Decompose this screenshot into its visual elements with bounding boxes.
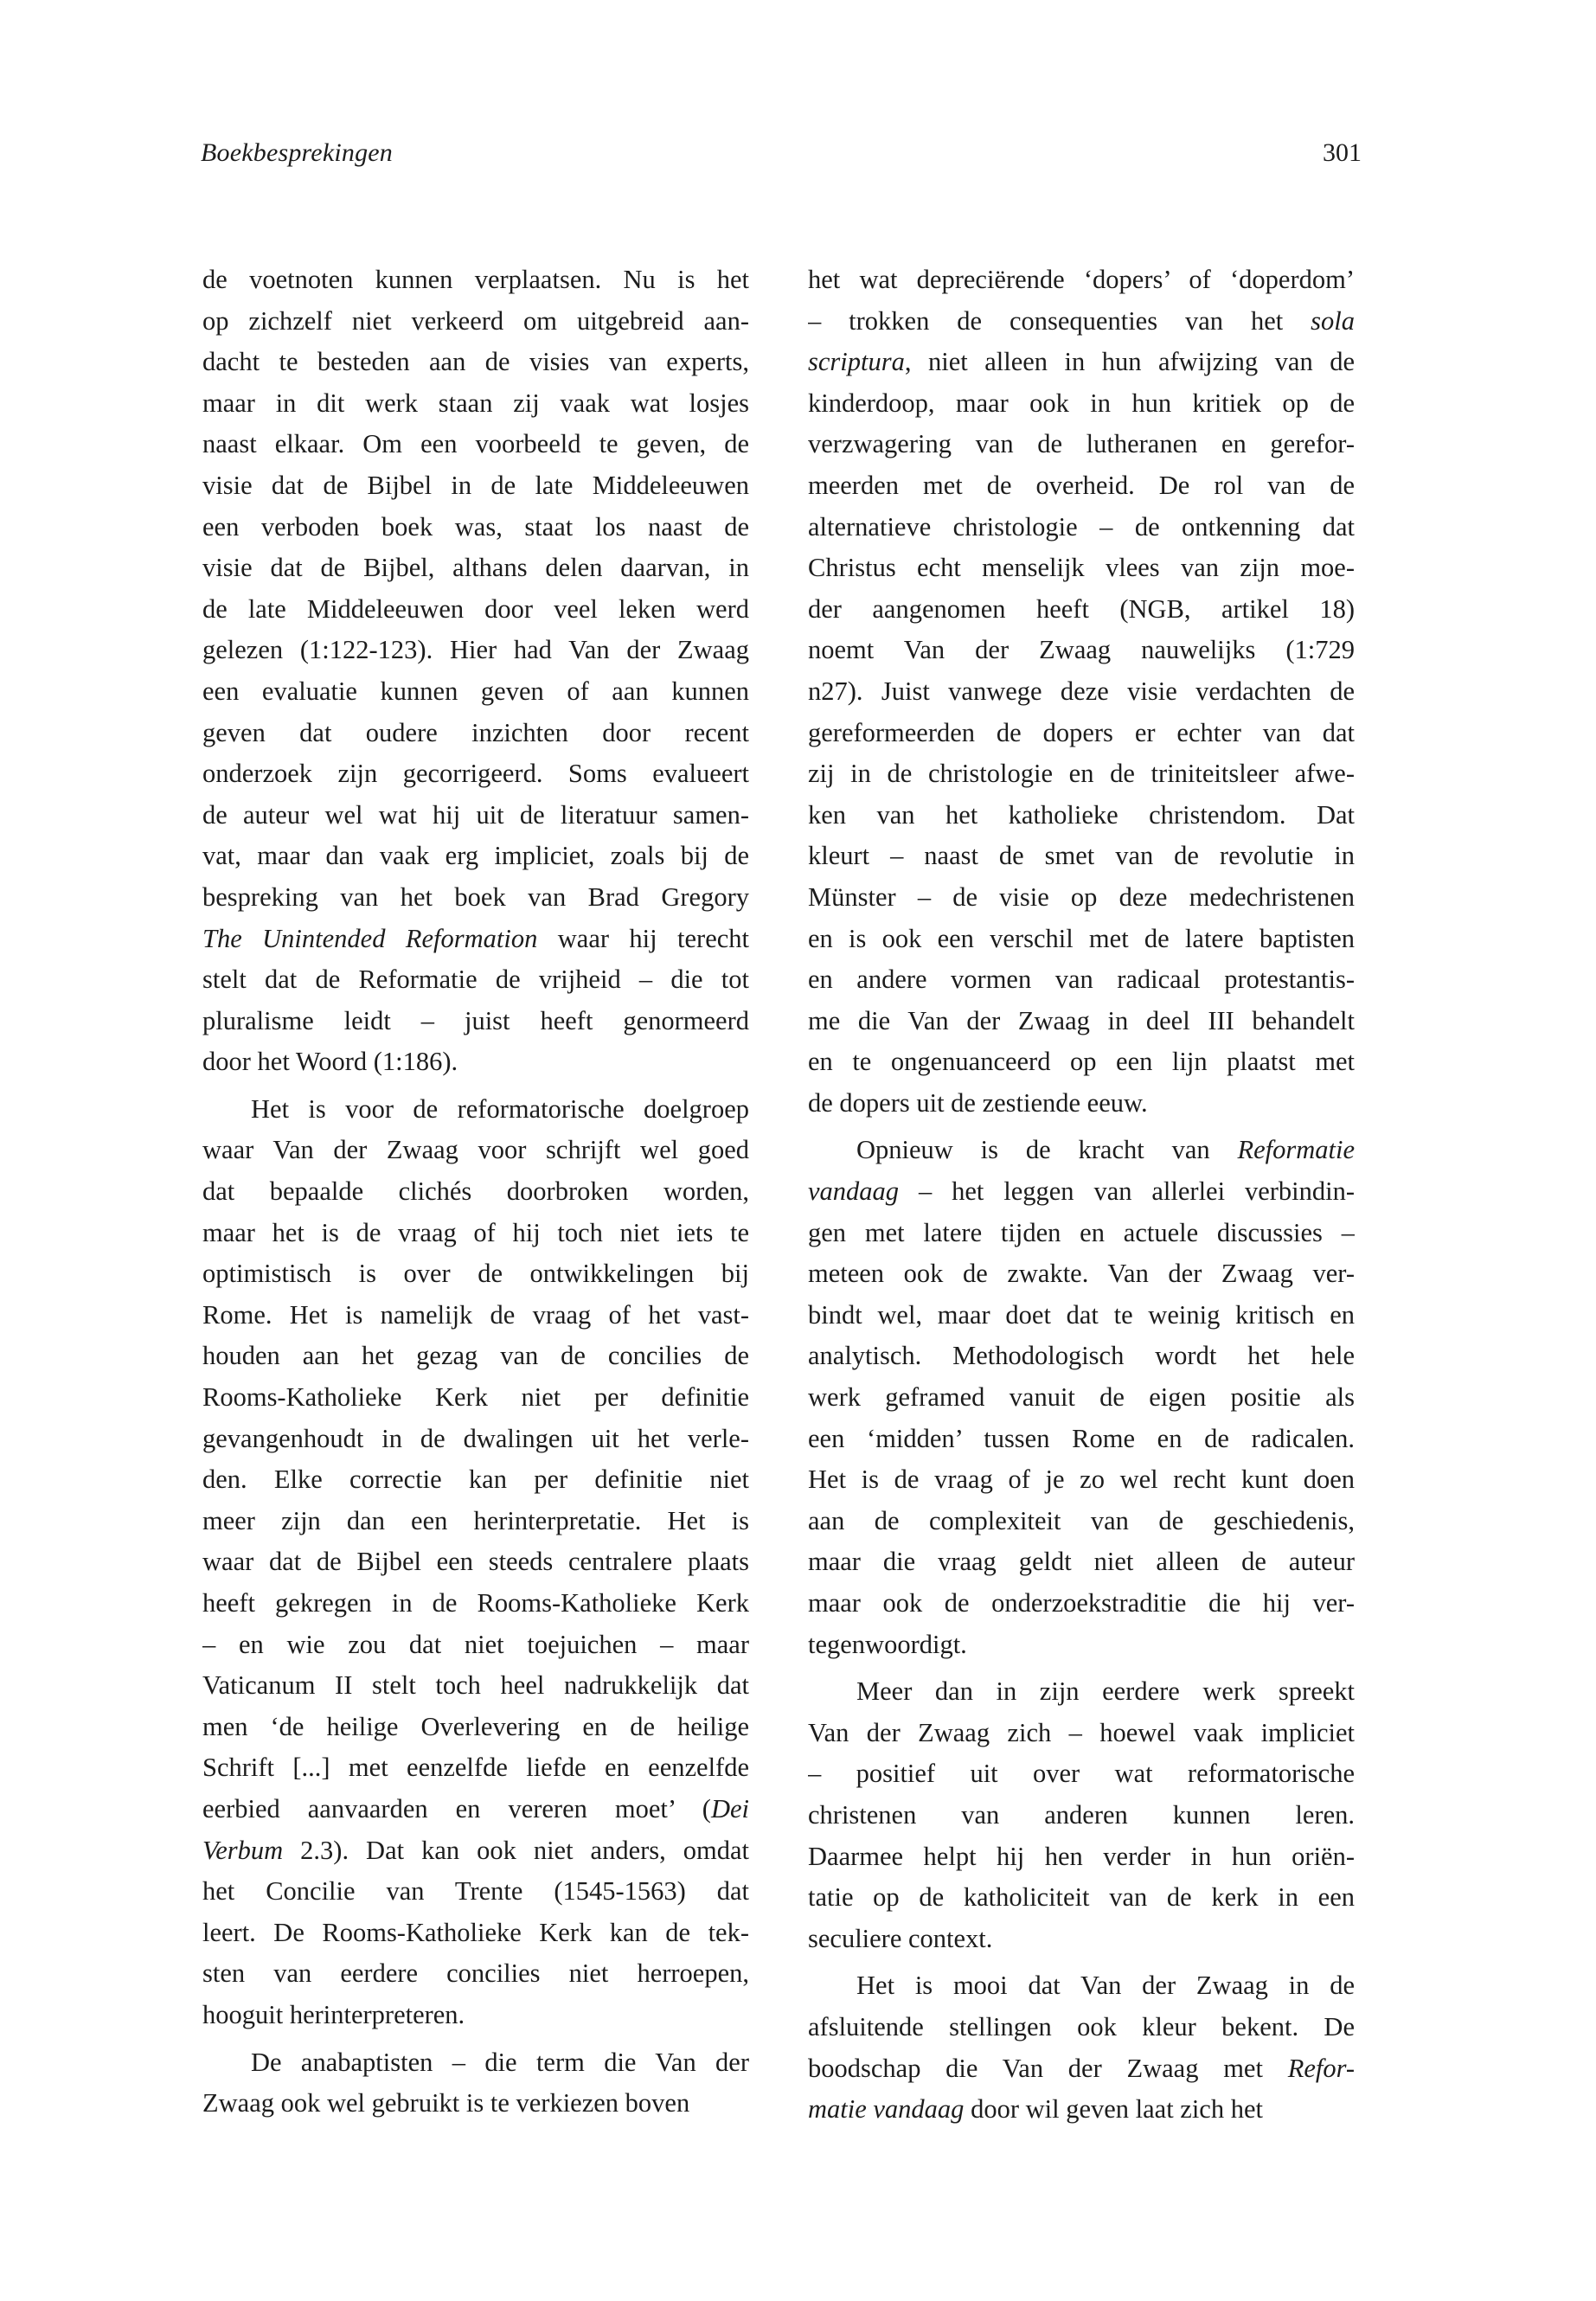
text-line	[202, 1665, 749, 1707]
text-run: afsluitende stellingen ook kleur bekent. De	[808, 2011, 1355, 2041]
text-run: visie dat de Bijbel in de late Middeleeuwen	[202, 470, 749, 500]
italic-text: vandaag	[808, 1176, 900, 1207]
text-line	[202, 1042, 749, 1083]
text-line	[808, 1541, 1355, 1583]
text-run: Het is de vraag of je zo wel recht kunt doen	[808, 1465, 1355, 1495]
left-column	[202, 260, 749, 2125]
text-line	[202, 713, 749, 754]
text-line	[808, 1501, 1355, 1542]
text-line	[808, 507, 1355, 548]
paragraph	[808, 260, 1355, 1124]
paragraph	[202, 1089, 749, 2036]
text-line	[202, 1336, 749, 1377]
text-run: vat, maar dan vaak erg impliciet, zoals bij de	[202, 841, 749, 871]
text-line	[202, 959, 749, 1001]
paragraph-gap	[202, 2036, 749, 2042]
text-line	[202, 1419, 749, 1460]
text-line	[202, 1913, 749, 1954]
text-run: kleurt – naast de smet van de revolutie in	[808, 841, 1355, 871]
text-line	[808, 1253, 1355, 1295]
text-line	[808, 713, 1355, 754]
text-line	[202, 589, 749, 631]
text-run: zij in de christologie en de triniteitsleer afwe-	[808, 759, 1355, 789]
text-line	[202, 836, 749, 877]
text-run: een ‘midden’ tussen Rome en de radicalen.	[808, 1423, 1355, 1453]
text-run: boodschap die Van der Zwaag met	[808, 2053, 1288, 2083]
paragraph	[808, 1130, 1355, 1665]
text-run: me die Van der Zwaag in deel III behandelt	[808, 1005, 1355, 1035]
text-line	[808, 2048, 1355, 2090]
italic-text: The Unintended Reformation	[202, 923, 538, 953]
text-line	[808, 1583, 1355, 1625]
text-run: n27). Juist vanwege deze visie verdachten de	[808, 676, 1355, 706]
text-line	[808, 1130, 1355, 1171]
paragraph	[202, 260, 749, 1083]
text-run: en is ook een verschil met de latere baptisten	[808, 923, 1355, 953]
text-line	[202, 1830, 749, 1872]
text-run: Van der Zwaag zich – hoewel vaak impliciet	[808, 1717, 1355, 1747]
text-run: maar in dit werk staan zij vaak wat losjes	[202, 388, 749, 418]
text-line	[808, 1001, 1355, 1042]
text-run: verzwagering van de lutheranen en gerefor-	[808, 429, 1355, 459]
text-line	[808, 795, 1355, 836]
text-run: dacht te besteden aan de visies van experts,	[202, 347, 749, 377]
text-run: gevangenhoudt in de dwalingen uit het verle-	[202, 1423, 749, 1453]
text-run: alternatieve christologie – de ontkenning dat	[808, 511, 1355, 542]
text-line	[808, 1836, 1355, 1878]
italic-text: scriptura	[808, 347, 905, 377]
text-run: gen met latere tijden en actuele discussies –	[808, 1217, 1355, 1247]
paragraph	[202, 2042, 749, 2125]
text-run: meerden met de overheid. De rol van de	[808, 470, 1355, 500]
text-run: stelt dat de Reformatie de vrijheid – die tot	[202, 965, 749, 995]
text-line	[808, 2007, 1355, 2048]
text-line	[202, 1583, 749, 1625]
text-run: Rome. Het is namelijk de vraag of het vast-	[202, 1299, 749, 1330]
text-run: kinderdoop, maar ook in hun kritiek op de	[808, 388, 1355, 418]
text-run: en te ongenuanceerd op een lijn plaatst met	[808, 1047, 1355, 1077]
text-line	[808, 1336, 1355, 1377]
text-line	[808, 1459, 1355, 1501]
text-run: Het is voor de reformatorische doelgroep	[251, 1093, 749, 1124]
text-run: men ‘de heilige Overlevering en de heilige	[202, 1711, 749, 1741]
text-line	[202, 1213, 749, 1254]
text-line	[202, 301, 749, 343]
italic-text: Refor-	[1287, 2053, 1355, 2083]
text-line	[808, 919, 1355, 960]
text-run: de auteur wel wat hij uit de literatuur samen-	[202, 799, 749, 830]
text-line	[808, 1965, 1355, 2007]
text-line	[808, 671, 1355, 713]
text-run: de late Middeleeuwen door veel leken werd	[202, 593, 749, 624]
text-run: en andere vormen van radicaal protestantis-	[808, 965, 1355, 995]
text-line	[202, 1295, 749, 1336]
text-line	[202, 1089, 749, 1131]
text-run: aan de complexiteit van de geschiedenis,	[808, 1505, 1355, 1535]
text-run: Vaticanum II stelt toch heel nadrukkelijk dat	[202, 1670, 749, 1701]
text-line	[202, 1501, 749, 1542]
text-line	[808, 1083, 1355, 1125]
paragraph-gap	[808, 1124, 1355, 1130]
text-run: gereformeerden de dopers er echter van dat	[808, 717, 1355, 747]
text-line	[202, 877, 749, 919]
text-line	[202, 2042, 749, 2084]
text-line	[808, 1171, 1355, 1213]
text-run: waar hij terecht	[537, 923, 749, 953]
running-title: Boekbesprekingen	[201, 138, 393, 167]
text-run: Christus echt menselijk vlees van zijn moe-	[808, 553, 1355, 583]
text-run: Het is mooi dat Van der Zwaag in de	[856, 1971, 1355, 2001]
text-run: – positief uit over wat reformatorische	[808, 1759, 1355, 1789]
text-run: maar ook de onderzoekstraditie die hij ver-	[808, 1588, 1355, 1618]
text-line	[808, 301, 1355, 343]
text-line	[808, 1671, 1355, 1713]
text-line	[808, 548, 1355, 589]
text-run: gelezen (1:122-123). Hier had Van der Zwaag	[202, 635, 749, 665]
text-line	[808, 1295, 1355, 1336]
text-run: Opnieuw is de kracht van	[856, 1135, 1238, 1165]
text-line	[808, 465, 1355, 507]
text-line	[808, 342, 1355, 383]
text-line	[202, 1130, 749, 1171]
text-run: pluralisme leidt – juist heeft genormeerd	[202, 1005, 749, 1035]
text-line	[202, 1253, 749, 1295]
text-line	[808, 1419, 1355, 1460]
text-line	[808, 1625, 1355, 1666]
text-run: houden aan het gezag van de concilies de	[202, 1341, 749, 1371]
text-run: visie dat de Bijbel, althans delen daarvan, in	[202, 553, 749, 583]
text-run: hooguit herinterpreteren.	[202, 1999, 465, 2029]
text-run: het Concilie van Trente (1545-1563) dat	[202, 1876, 749, 1907]
italic-text: Reformatie	[1237, 1135, 1355, 1165]
text-line	[808, 1919, 1355, 1960]
text-line	[202, 1171, 749, 1213]
text-line	[202, 1789, 749, 1830]
text-line	[202, 383, 749, 425]
text-line	[808, 959, 1355, 1001]
text-run: door wil geven laat zich het	[964, 2094, 1263, 2125]
text-run: Schrift [...] met eenzelfde liefde en eenzelfde	[202, 1753, 749, 1783]
text-run: dat bepaalde clichés doorbroken worden,	[202, 1176, 749, 1207]
italic-text: Verbum	[202, 1835, 284, 1865]
italic-text: sola	[1311, 305, 1355, 336]
text-run: den. Elke correctie kan per definitie niet	[202, 1465, 749, 1495]
text-run: geven dat oudere inzichten door recent	[202, 717, 749, 747]
text-run: naast elkaar. Om een voorbeeld te geven, de	[202, 429, 749, 459]
text-line	[808, 1713, 1355, 1754]
text-run: waar dat de Bijbel een steeds centralere plaats	[202, 1547, 749, 1577]
text-line	[202, 1871, 749, 1913]
text-run: de dopers uit de zestiende eeuw.	[808, 1087, 1148, 1118]
italic-text: matie vandaag	[808, 2094, 965, 2125]
paragraph-gap	[808, 1665, 1355, 1671]
text-line	[202, 1707, 749, 1748]
text-line	[808, 630, 1355, 671]
text-run: – en wie zou dat niet toejuichen – maar	[202, 1629, 749, 1659]
text-run: werk geframed vanuit de eigen positie als	[808, 1382, 1355, 1413]
text-run: seculiere context.	[808, 1923, 993, 1953]
paragraph	[808, 1671, 1355, 1959]
text-line	[202, 465, 749, 507]
text-run: tegenwoordigt.	[808, 1629, 967, 1659]
text-run: noemt Van der Zwaag nauwelijks (1:729	[808, 635, 1355, 665]
text-run: sten van eerdere concilies niet herroepen,	[202, 1958, 749, 1989]
text-run: waar Van der Zwaag voor schrijft wel goed	[202, 1135, 749, 1165]
text-run: het wat depreciërende ‘dopers’ of ‘doperdom’	[808, 265, 1355, 294]
text-run: bindt wel, maar doet dat te weinig kritisch en	[808, 1299, 1355, 1330]
text-line	[202, 507, 749, 548]
text-run: op zichzelf niet verkeerd om uitgebreid aan-	[202, 305, 749, 336]
text-run: 2.3). Dat kan ook niet anders, omdat	[283, 1835, 749, 1865]
text-run: , niet alleen in hun afwijzing van de	[904, 347, 1355, 377]
text-line	[202, 1747, 749, 1789]
text-line	[202, 1001, 749, 1042]
text-line	[808, 260, 1355, 301]
text-run: Zwaag ook wel gebruikt is te verkiezen boven	[202, 2088, 690, 2118]
running-header	[201, 138, 1362, 176]
text-run: door het Woord (1:186).	[202, 1047, 458, 1077]
text-run: optimistisch is over de ontwikkelingen bij	[202, 1259, 749, 1289]
text-run: christenen van anderen kunnen leren.	[808, 1799, 1355, 1830]
text-line	[808, 1213, 1355, 1254]
text-run: een evaluatie kunnen geven of aan kunnen	[202, 676, 749, 706]
text-line	[202, 630, 749, 671]
text-line	[202, 671, 749, 713]
text-run: De anabaptisten – die term die Van der	[251, 2047, 749, 2077]
text-line	[202, 260, 749, 301]
text-run: onderzoek zijn gecorrigeerd. Soms evalueert	[202, 759, 749, 789]
text-line	[202, 548, 749, 589]
text-line	[202, 1625, 749, 1666]
paragraph	[808, 1965, 1355, 2130]
text-line	[808, 1795, 1355, 1836]
text-run: der aangenomen heeft (NGB, artikel 18)	[808, 593, 1355, 624]
text-run: analytisch. Methodologisch wordt het hele	[808, 1341, 1355, 1371]
text-line	[808, 1753, 1355, 1795]
paragraph-gap	[202, 1083, 749, 1089]
text-run: meteen ook de zwakte. Van der Zwaag ver-	[808, 1259, 1355, 1289]
text-line	[808, 877, 1355, 919]
text-line	[202, 342, 749, 383]
italic-text: Dei	[710, 1793, 749, 1823]
right-column	[808, 260, 1355, 2131]
text-run: een verboden boek was, staat los naast de	[202, 511, 749, 542]
text-run: maar die vraag geldt niet alleen de auteur	[808, 1547, 1355, 1577]
text-line	[808, 836, 1355, 877]
text-line	[202, 1541, 749, 1583]
text-line	[202, 795, 749, 836]
text-run: tatie op de katholiciteit van de kerk in een	[808, 1882, 1355, 1913]
text-run: de voetnoten kunnen verplaatsen. Nu is het	[202, 265, 749, 294]
text-line	[808, 589, 1355, 631]
text-line	[808, 1377, 1355, 1419]
text-run: bespreking van het boek van Brad Gregory	[202, 881, 749, 912]
page-number: 301	[1323, 138, 1362, 167]
text-run: Münster – de visie op deze medechristenen	[808, 881, 1355, 912]
text-line	[808, 1042, 1355, 1083]
text-line	[202, 919, 749, 960]
text-run: – het leggen van allerlei verbindin-	[899, 1176, 1355, 1207]
text-line	[808, 383, 1355, 425]
text-line	[202, 1953, 749, 1995]
text-line	[808, 753, 1355, 795]
text-run: meer zijn dan een herinterpretatie. Het is	[202, 1505, 749, 1535]
text-run: – trokken de consequenties van het	[808, 305, 1311, 336]
text-run: Daarmee helpt hij hen verder in hun oriën-	[808, 1841, 1355, 1871]
text-line	[202, 2083, 749, 2125]
text-line	[808, 1877, 1355, 1919]
text-line	[808, 2089, 1355, 2131]
text-run: heeft gekregen in de Rooms-Katholieke Kerk	[202, 1588, 749, 1618]
text-run: eerbied aanvaarden en vereren moet’ (	[202, 1793, 711, 1823]
text-line	[202, 1995, 749, 2036]
paragraph-gap	[808, 1959, 1355, 1965]
text-line	[202, 1377, 749, 1419]
text-line	[202, 753, 749, 795]
text-line	[808, 424, 1355, 465]
text-run: maar het is de vraag of hij toch niet iets te	[202, 1217, 749, 1247]
text-run: leert. De Rooms-Katholieke Kerk kan de tek-	[202, 1917, 749, 1947]
text-line	[202, 424, 749, 465]
text-run: Rooms-Katholieke Kerk niet per definitie	[202, 1382, 749, 1413]
text-line	[202, 1459, 749, 1501]
text-run: Meer dan in zijn eerdere werk spreekt	[856, 1676, 1355, 1707]
text-run: ken van het katholieke christendom. Dat	[808, 799, 1355, 830]
